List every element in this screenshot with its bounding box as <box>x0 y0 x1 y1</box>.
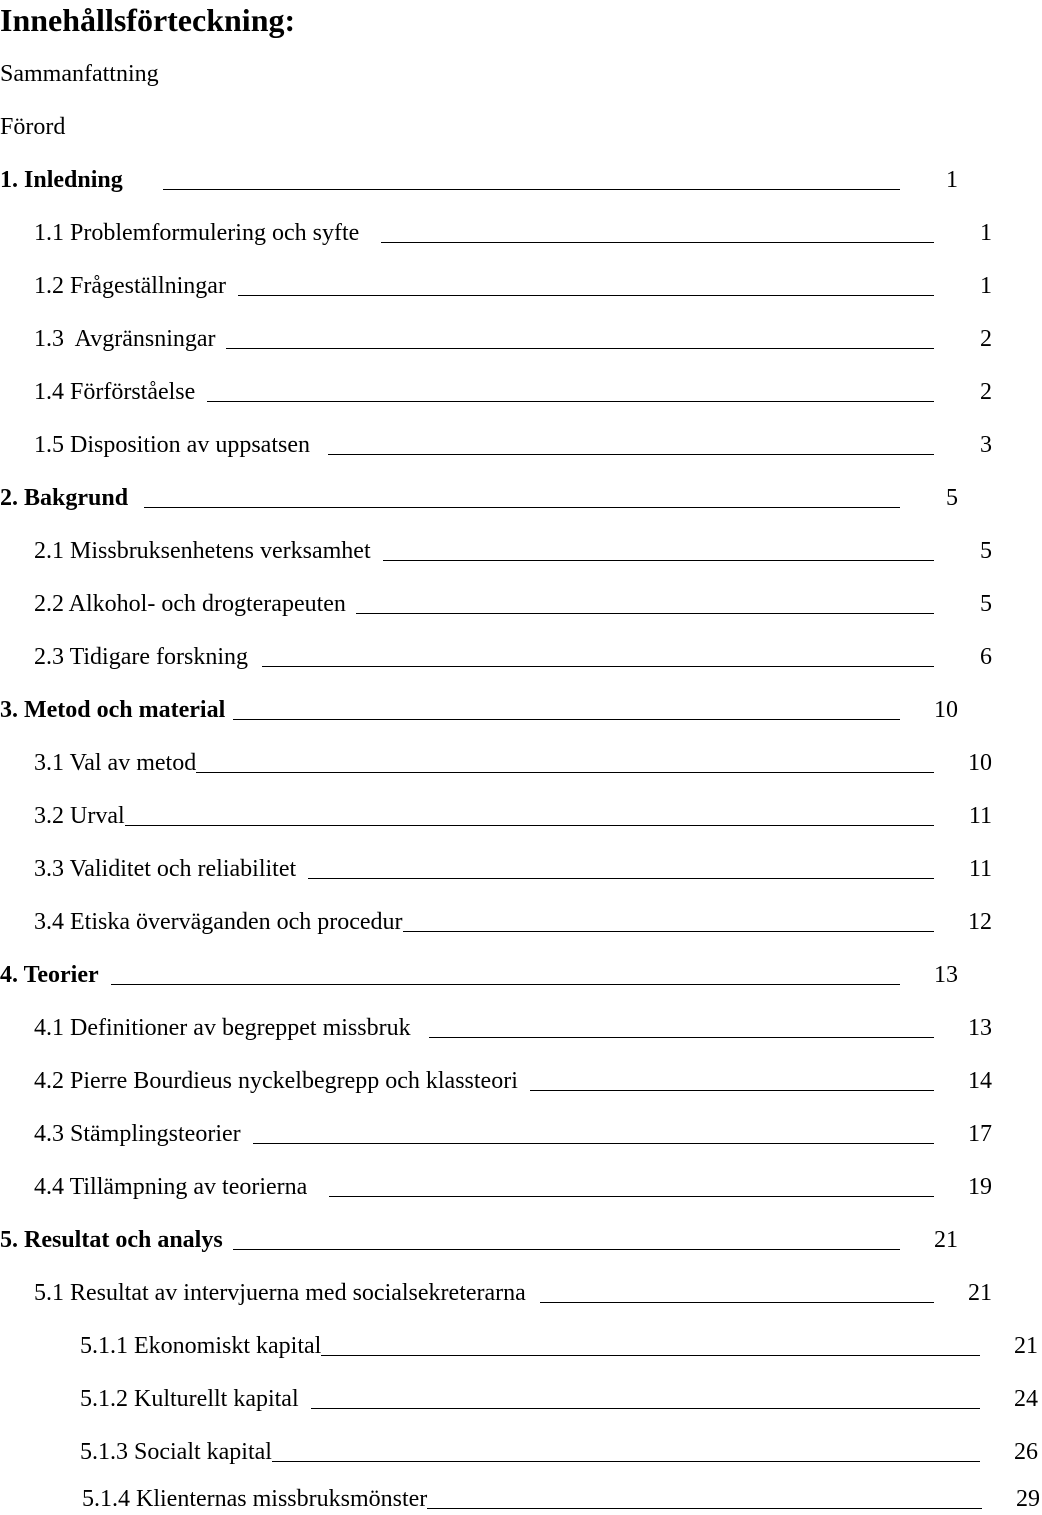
toc-leader-line <box>226 347 934 349</box>
toc-entry-5[interactable] <box>0 1224 960 1254</box>
toc-entry-1-2[interactable] <box>0 270 994 300</box>
toc-entry-3-1[interactable] <box>0 747 994 777</box>
toc-entry-3-3[interactable] <box>0 853 994 883</box>
toc-leader-line <box>308 877 934 879</box>
toc-entry-3-4[interactable] <box>0 906 994 936</box>
toc-entry-label: 5.1.3 Socialt kapital <box>80 1439 272 1465</box>
toc-entry-label: 1.4 Förförståelse <box>34 379 196 405</box>
toc-leader-line <box>356 612 934 614</box>
toc-front-foreword: Förord <box>0 114 66 140</box>
toc-entry-label: 1.3 Avgränsningar <box>34 326 216 352</box>
toc-leader-line <box>233 1248 900 1250</box>
toc-page-number: 3 <box>980 432 992 458</box>
toc-entry-label: 5.1.2 Kulturellt kapital <box>80 1386 299 1412</box>
toc-entry-label: 1.1 Problemformulering och syfte <box>34 220 360 246</box>
toc-leader-line <box>272 1460 980 1462</box>
toc-entry-label: 3. Metod och material <box>0 697 226 723</box>
toc-leader-line <box>311 1407 980 1409</box>
toc-page-number: 5 <box>946 485 958 511</box>
toc-entry-label: 3.1 Val av metod <box>34 750 197 776</box>
toc-entry-label: 3.2 Urval <box>34 803 125 829</box>
toc-entry-4-4[interactable] <box>0 1171 994 1201</box>
toc-entry-1[interactable] <box>0 164 960 194</box>
toc-page-number: 26 <box>1014 1439 1038 1465</box>
toc-entry-3-2[interactable] <box>0 800 994 830</box>
toc-entry-5-1[interactable] <box>0 1277 994 1307</box>
toc-page-number: 10 <box>968 750 992 776</box>
toc-page-number: 24 <box>1014 1386 1038 1412</box>
toc-entry-label: 2. Bakgrund <box>0 485 129 511</box>
toc-entry-label: 1. Inledning <box>0 167 123 193</box>
toc-page-number: 5 <box>980 538 992 564</box>
toc-entry-1-5[interactable] <box>0 429 994 459</box>
toc-entry-label: 2.3 Tidigare forskning <box>34 644 249 670</box>
toc-page-number: 1 <box>980 220 992 246</box>
toc-leader-line <box>253 1142 934 1144</box>
toc-page-number: 5 <box>980 591 992 617</box>
toc-page-number: 21 <box>968 1280 992 1306</box>
toc-entry-label: 4.4 Tillämpning av teorierna <box>34 1174 308 1200</box>
toc-entry-2[interactable] <box>0 482 960 512</box>
toc-entry-3[interactable] <box>0 694 960 724</box>
toc-entry-label: 5. Resultat och analys <box>0 1227 223 1253</box>
toc-entry-label: 2.2 Alkohol- och drogterapeuten <box>34 591 346 617</box>
toc-leader-line <box>111 983 900 985</box>
toc-entry-label: 1.5 Disposition av uppsatsen <box>34 432 310 458</box>
toc-leader-line <box>540 1301 934 1303</box>
toc-entry-label: 4.3 Stämplingsteorier <box>34 1121 241 1147</box>
toc-leader-line <box>238 294 934 296</box>
toc-page-number: 14 <box>968 1068 992 1094</box>
toc-leader-line <box>233 718 900 720</box>
toc-entry-4-3[interactable] <box>0 1118 994 1148</box>
toc-page-number: 2 <box>980 379 992 405</box>
toc-entry-5-1-3[interactable] <box>0 1436 1040 1466</box>
toc-leader-line <box>329 1195 934 1197</box>
toc-front-summary: Sammanfattning <box>0 61 159 87</box>
toc-entry-4-2[interactable] <box>0 1065 994 1095</box>
toc-entry-2-3[interactable] <box>0 641 994 671</box>
toc-page-number: 11 <box>968 856 992 882</box>
toc-leader-line <box>207 400 934 402</box>
toc-page-number: 6 <box>980 644 992 670</box>
toc-leader-line <box>163 188 900 190</box>
toc-entry-label: 1.2 Frågeställningar <box>34 273 226 299</box>
toc-leader-line <box>530 1089 934 1091</box>
toc-entry-5-1-1[interactable] <box>0 1330 1040 1360</box>
toc-page-number: 21 <box>1014 1333 1038 1359</box>
toc-leader-line <box>144 506 900 508</box>
toc-entry-1-3[interactable] <box>0 323 994 353</box>
toc-page-number: 1 <box>980 273 992 299</box>
toc-entry-label: 5.1 Resultat av intervjuerna med socialsekreterarna <box>34 1280 526 1306</box>
toc-page-number: 17 <box>968 1121 992 1147</box>
toc-entry-label: 5.1.4 Klienternas missbruksmönster <box>82 1486 428 1512</box>
toc-entry-1-1[interactable] <box>0 217 994 247</box>
toc-leader-line <box>429 1036 934 1038</box>
toc-page-number: 12 <box>968 909 992 935</box>
toc-leader-line <box>381 241 934 243</box>
toc-leader-line <box>427 1507 982 1509</box>
toc-page-number: 11 <box>968 803 992 829</box>
toc-entry-label: 4.1 Definitioner av begreppet missbruk <box>34 1015 411 1041</box>
toc-leader-line <box>125 824 934 826</box>
toc-page-number: 21 <box>934 1227 958 1253</box>
toc-leader-line <box>262 665 934 667</box>
toc-entry-4[interactable] <box>0 959 960 989</box>
toc-page-number: 29 <box>1016 1486 1040 1512</box>
toc-entry-4-1[interactable] <box>0 1012 994 1042</box>
toc-entry-5-1-4[interactable] <box>0 1483 1042 1513</box>
toc-page-number: 2 <box>980 326 992 352</box>
toc-entry-label: 3.4 Etiska överväganden och procedur <box>34 909 403 935</box>
toc-leader-line <box>403 930 934 932</box>
toc-entry-label: 4. Teorier <box>0 962 99 988</box>
toc-page-number: 1 <box>946 167 958 193</box>
toc-entry-label: 4.2 Pierre Bourdieus nyckelbegrepp och klassteori <box>34 1068 518 1094</box>
toc-entry-2-1[interactable] <box>0 535 994 565</box>
toc-leader-line <box>383 559 934 561</box>
toc-entry-label: 5.1.1 Ekonomiskt kapital <box>80 1333 322 1359</box>
toc-page-number: 10 <box>934 697 958 723</box>
toc-entry-5-1-2[interactable] <box>0 1383 1040 1413</box>
toc-page-number: 19 <box>968 1174 992 1200</box>
toc-entry-label: 2.1 Missbruksenhetens verksamhet <box>34 538 371 564</box>
toc-page-number: 13 <box>934 962 958 988</box>
toc-entry-label: 3.3 Validitet och reliabilitet <box>34 856 297 882</box>
toc-entry-2-2[interactable] <box>0 588 994 618</box>
toc-leader-line <box>328 453 934 455</box>
toc-entry-1-4[interactable] <box>0 376 994 406</box>
toc-leader-line <box>196 771 934 773</box>
toc-leader-line <box>321 1354 980 1356</box>
toc-heading: Innehållsförteckning: <box>0 2 296 38</box>
toc-page-number: 13 <box>968 1015 992 1041</box>
